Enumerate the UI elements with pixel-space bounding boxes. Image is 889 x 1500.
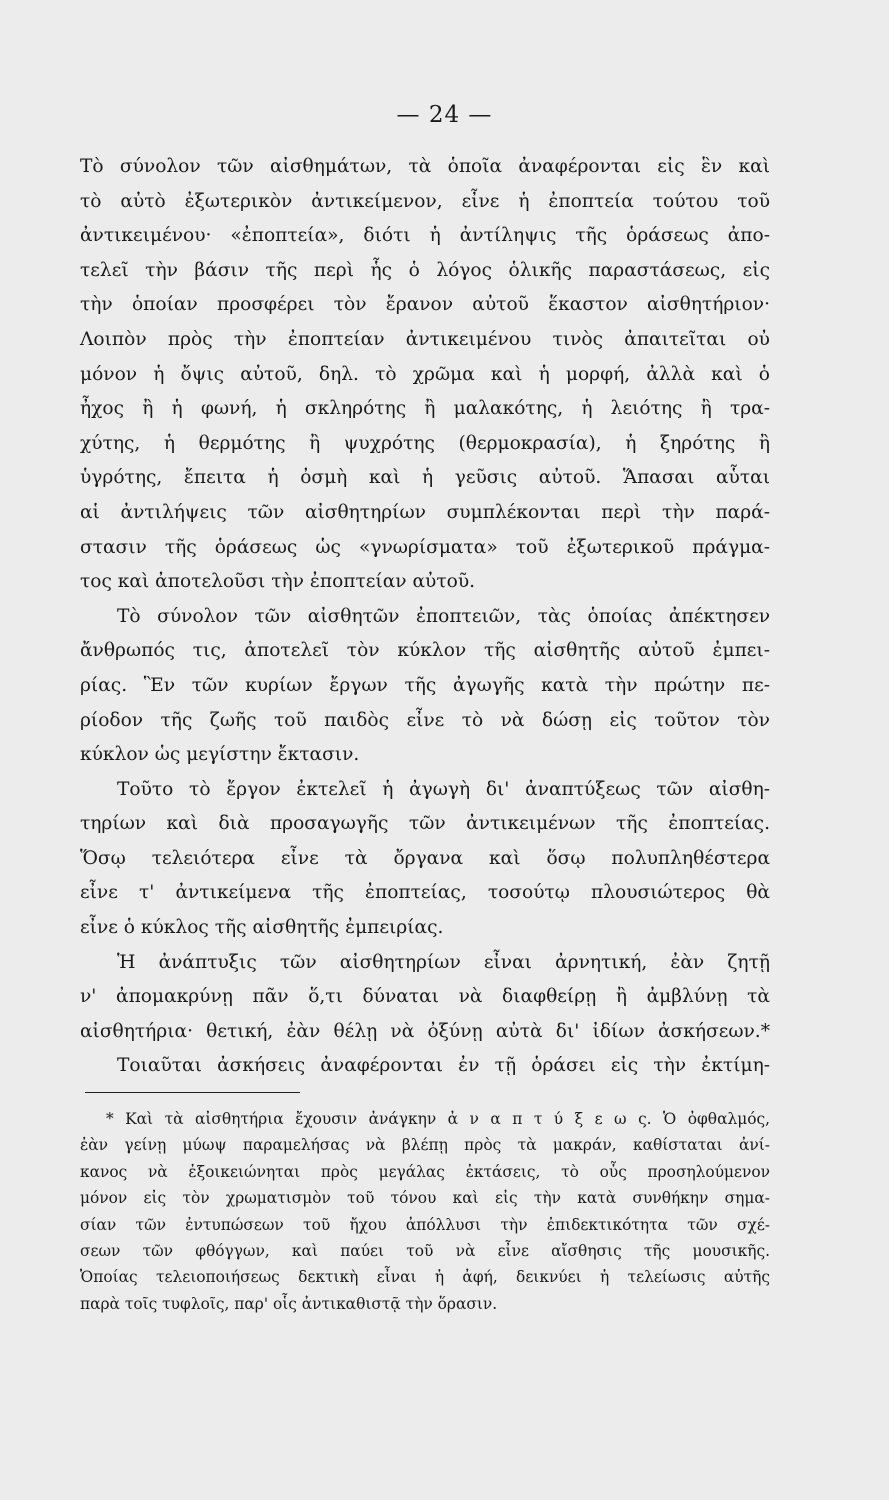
text-line: ν' ἀπομακρύνῃ πᾶν ὅ,τι δύναται νὰ διαφθείρῃ ἢ ἀμβλύνῃ τὰ — [80, 986, 770, 1008]
text-line: Τοιαῦται ἀσκήσεις ἀναφέρονται ἐν τῇ ὁράσει εἰς τὴν ἐκτίμη- — [117, 1055, 770, 1077]
footnote-line: ἐὰν γείνῃ μύωψ παραμελήσας νὰ βλέπῃ πρὸς τὰ μακράν, καθίσταται ἀνί- — [80, 1136, 770, 1155]
text-line: τελεῖ τὴν βάσιν τῆς περὶ ἧς ὁ λόγος ὁλικῆς παραστάσεως, εἰς — [80, 259, 770, 281]
footnote-line: μόνον εἰς τὸν χρωματισμὸν τοῦ τόνου καὶ εἰς τὴν κατὰ συνθήκην σημα- — [80, 1189, 770, 1208]
text-line: εἶνε τ' ἀντικείμενα τῆς ἐποπτείας, τοσούτῳ πλουσιώτερος θὰ — [80, 882, 770, 904]
text-line: τὸ αὐτὸ ἐξωτερικὸν ἀντικείμενον, εἶνε ἡ ἐποπτεία τούτου τοῦ — [80, 190, 770, 212]
text-line: ἄνθρωπός τις, ἀποτελεῖ τὸν κύκλον τῆς αἰσθητῆς αὐτοῦ ἐμπει- — [80, 640, 770, 662]
footnote-divider — [85, 1092, 300, 1093]
text-line: Τοῦτο τὸ ἔργον ἐκτελεῖ ἡ ἀγωγὴ δι' ἀναπτύξεως τῶν αἰσθη- — [117, 778, 770, 800]
footnote-line: κανος νὰ ἐξοικειώνηται πρὸς μεγάλας ἐκτάσεις, τὸ οὖς προσηλούμενον — [80, 1162, 770, 1181]
text-line: τηρίων καὶ διὰ προσαγωγῆς τῶν ἀντικειμένων τῆς ἐποπτείας. — [80, 813, 770, 835]
text-line: ρίοδον τῆς ζωῆς τοῦ παιδὸς εἶνε τὸ νὰ δώσῃ εἰς τοῦτον τὸν — [80, 709, 770, 731]
text-line: στασιν τῆς ὁράσεως ὡς «γνωρίσματα» τοῦ ἐξωτερικοῦ πράγμα- — [80, 536, 770, 558]
text-line: Ἡ ἀνάπτυξις τῶν αἰσθητηρίων εἶναι ἀρνητική, ἐὰν ζητῇ — [117, 951, 770, 973]
text-line: αἰσθητήρια· θετική, ἐὰν θέλῃ νὰ ὀξύνῃ αὐτὰ δι' ἰδίων ἀσκήσεων.* — [80, 1020, 770, 1042]
footnote — [80, 1106, 770, 1317]
text-line: Λοιπὸν πρὸς τὴν ἐποπτείαν ἀντικειμένου τινὸς ἀπαιτεῖται οὐ — [80, 328, 770, 350]
text-line: Τὸ σύνολον τῶν αἰσθητῶν ἐποπτειῶν, τὰς ὁποίας ἀπέκτησεν — [117, 605, 770, 627]
footnote-line: Ὁποίας τελειοποιήσεως δεκτικὴ εἶναι ἡ ἀφή, δεικνύει ἡ τελείωσις αὐτῆς — [80, 1268, 770, 1287]
text-line: Ὅσῳ τελειότερα εἶνε τὰ ὄργανα καὶ ὅσῳ πολυπληθέστερα — [80, 847, 770, 869]
text-line: ρίας. Ἓν τῶν κυρίων ἔργων τῆς ἀγωγῆς κατὰ τὴν πρώτην πε- — [80, 674, 770, 696]
text-line: αἱ ἀντιλήψεις τῶν αἰσθητηρίων συμπλέκονται περὶ τὴν παρά- — [80, 501, 770, 523]
page-number: — 24 — — [396, 102, 493, 128]
footnote-line: σίαν τῶν ἐντυπώσεων τοῦ ἤχου ἀπόλλυσι τὴν ἐπιδεκτικότητα τῶν σχέ- — [80, 1215, 770, 1234]
text-line: ὑγρότης, ἔπειτα ἡ ὀσμὴ καὶ ἡ γεῦσις αὐτοῦ. Ἅπασαι αὗται — [80, 467, 770, 489]
text-line: τὴν ὁποίαν προσφέρει τὸν ἔρανον αὐτοῦ ἕκαστον αἰσθητήριον· — [80, 294, 770, 316]
text-line: μόνον ἡ ὄψις αὐτοῦ, δηλ. τὸ χρῶμα καὶ ἡ μορφή, ἀλλὰ καὶ ὁ — [80, 363, 770, 385]
text-line: ἦχος ἢ ἡ φωνή, ἡ σκληρότης ἢ μαλακότης, ἡ λειότης ἢ τρα- — [80, 398, 770, 420]
footnote-line: παρὰ τοῖς τυφλοῖς, παρ' οἷς ἀντικαθιστᾷ τὴν ὅρασιν. — [80, 1294, 498, 1313]
text-line: ἀντικειμένου· «ἐποπτεία», διότι ἡ ἀντίληψις τῆς ὁράσεως ἀπο- — [80, 225, 770, 247]
text-line: κύκλον ὡς μεγίστην ἔκτασιν. — [80, 744, 360, 766]
text-line: τος καὶ ἀποτελοῦσι τὴν ἐποπτείαν αὐτοῦ. — [80, 571, 476, 593]
text-line: χύτης, ἡ θερμότης ἢ ψυχρότης (θερμοκρασία), ἡ ξηρότης ἢ — [80, 432, 770, 454]
footnote-line: σεων τῶν φθόγγων, καὶ παύει τοῦ νὰ εἶνε αἴσθησις τῆς μουσικῆς. — [80, 1242, 770, 1261]
text-line: Τὸ σύνολον τῶν αἰσθημάτων, τὰ ὁποῖα ἀναφέρονται εἰς ἓν καὶ — [80, 156, 770, 177]
main-text — [80, 150, 770, 1084]
text-line: εἶνε ὁ κύκλος τῆς αἰσθητῆς ἐμπειρίας. — [80, 917, 444, 939]
footnote-line: * Καὶ τὰ αἰσθητήρια ἔχουσιν ἀνάγκην ἀ ν α π τ ύ ξ ε ω ς. Ὁ ὀφθαλμός, — [106, 1110, 770, 1128]
